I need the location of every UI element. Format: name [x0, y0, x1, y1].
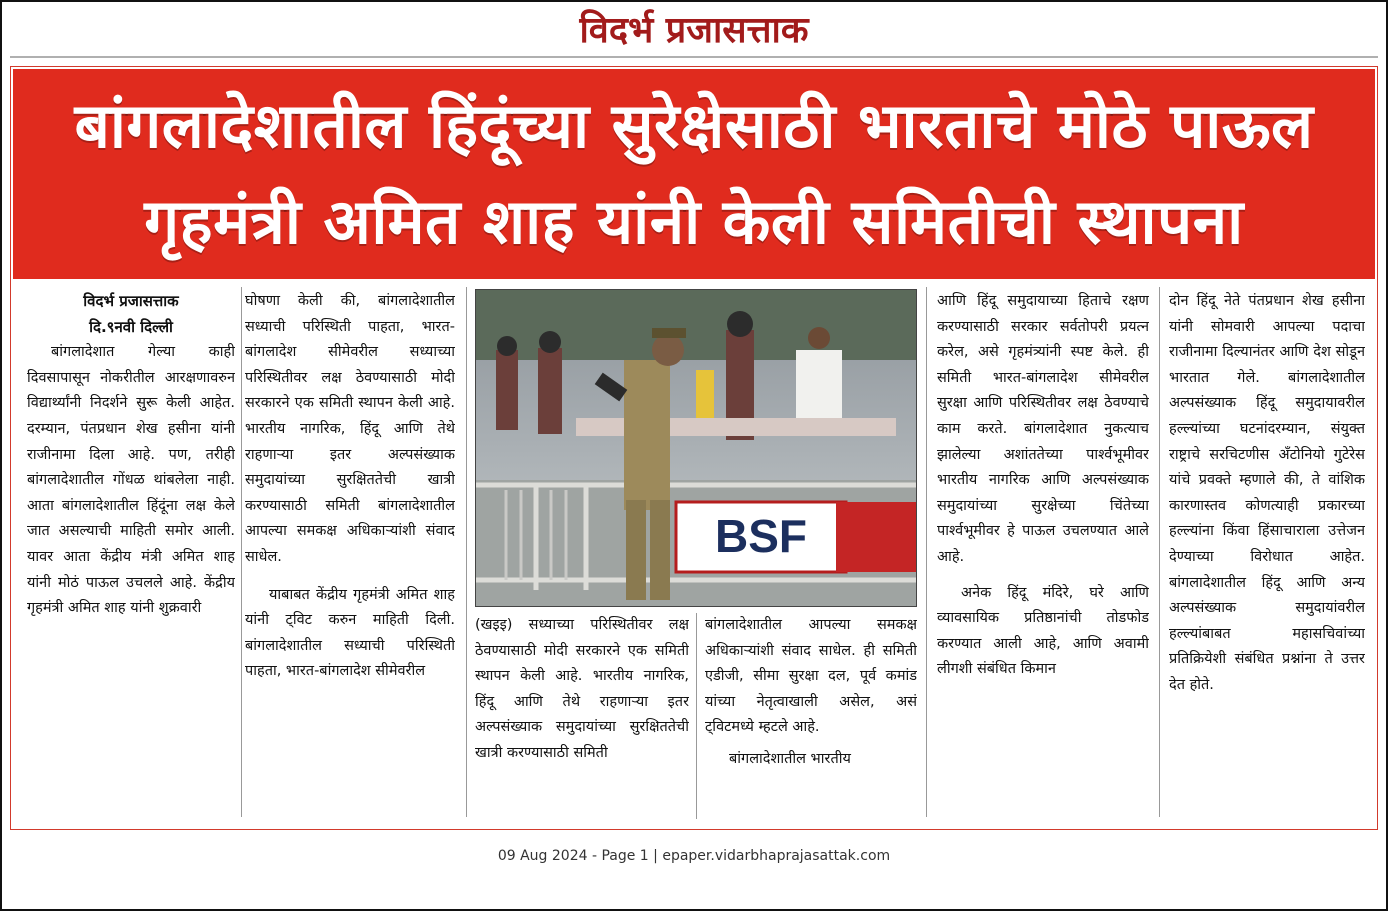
article-column-5 [1169, 289, 1365, 699]
bsf-border-photo [476, 290, 917, 607]
paragraph: (खइइ) सध्याच्या परिस्थितीवर लक्ष ठेवण्यासाठी मोदी सरकारने एक समिती स्थापन केली आहे. भारतीय नागरिक, हिंदू आणि तेथे राहणाऱ्या इतर अल्पसंख्याक समुदायांच्या सुरक्षिततेची खात्री करण्यासाठी समिती [475, 617, 689, 761]
article-column-2 [245, 289, 455, 685]
article-column-4 [937, 289, 1149, 683]
paragraph: दोन हिंदू नेते पंतप्रधान शेख हसीना यांनी सोमवारी आपल्या पदाचा राजीनामा दिल्यानंतर आणि देश सोडून भारतात गेले. बांगलादेशातील अल्पसंख्याक हिंदू समुदायावरील हल्ल्यांच्या घटनांदरम्यान, संयुक्त राष्ट्राचे सरचिटणीस अँटोनियो गुटेरेस यांचे प्रवक्ते म्हणाले की, ते वांशिक कारणास्तव कोणत्याही प्रकारच्या हल्ल्यांना किंवा हिंसाचाराला उत्तेजन देण्याच्या विरोधात आहेत. बांगलादेशातील हिंदू आणि अन्य अल्पसंख्याक समुदायांवरील हल्ल्यांबाबत महासचिवांच्या प्रतिक्रियेशी संबंधित प्रश्नांना ते उत्तर देत होते. [1169, 293, 1365, 693]
news-photo [475, 289, 917, 607]
paragraph: घोषणा केली की, बांगलादेशातील सध्याची परिस्थिती पाहता, भारत-बांगलादेश सीमेवरील सध्याच्या परिस्थितीवर लक्ष ठेवण्यासाठी मोदी सरकारने एक समिती स्थापन केली आहे. भारतीय नागरिक, हिंदू आणि तेथे राहणाऱ्या इतर अल्पसंख्याक समुदायांच्या सुरक्षिततेची खात्री करण्यासाठी समिती बांगलादेशातील आपल्या समकक्ष अधिकाऱ्यांशी संवाद साधेल. [245, 293, 455, 565]
article-column-3b [705, 613, 917, 773]
paragraph: अनेक हिंदू मंदिरे, घरे आणि व्यावसायिक प्रतिष्ठानांची तोडफोड करण्यात आली आहे, आणि अवामी लीगशी संबंधित किमान [937, 584, 1149, 678]
paragraph: बांगलादेशातील आपल्या समकक्ष अधिकाऱ्यांशी संवाद साधेल. ही समिती एडीजी, सीमा सुरक्षा दल, पूर्व कमांड यांच्या नेतृत्वाखाली असेल, असं ट्विटमध्ये म्हटले आहे. [705, 617, 917, 736]
news-clipping [10, 66, 1378, 830]
paragraph: बांगलादेशातील भारतीय [729, 750, 851, 767]
column-divider [241, 287, 242, 817]
column-divider [926, 287, 927, 817]
masthead: विदर्भ प्रजासत्ताक [579, 9, 809, 51]
article-column-3a [475, 613, 689, 767]
article-body [11, 281, 1377, 829]
byline-source: विदर्भ प्रजासत्ताक [83, 292, 179, 310]
masthead-rule [10, 56, 1378, 58]
paragraph: आणि हिंदू समुदायाच्या हिताचे रक्षण करण्यासाठी सरकार सर्वतोपरी प्रयत्न करेल, असे गृहमंत्र्यांनी स्पष्ट केले. ही समिती भारत-बांगलादेश सीमेवरील सुरक्षा आणि परिस्थितीवर लक्ष ठेवण्याचे काम करते. बांगलादेशात नुकत्याच झालेल्या अशांततेच्या पार्श्वभूमीवर भारतीय नागरिक आणि अल्पसंख्याक समुदायांच्या सुरक्षेच्या चिंतेच्या पार्श्वभूमीवर हे पाऊल उचलण्यात आले आहे. [937, 293, 1149, 565]
column-divider [696, 613, 697, 819]
page-footer: 09 Aug 2024 - Page 1 | epaper.vidarbhaprajasattak.com [497, 848, 891, 864]
headline-banner [13, 69, 1375, 279]
byline-place: दि.९नवी दिल्ली [89, 317, 173, 336]
column-divider [1159, 287, 1160, 817]
article-column-1 [27, 289, 235, 622]
paragraph: याबाबत केंद्रीय गृहमंत्री अमित शाह यांनी ट्विट करुन माहिती दिली. बांगलादेशातील सध्याची परिस्थिती पाहता, भारत-बांगलादेश सीमेवरील [245, 586, 455, 680]
bsf-sign-text: BSF [715, 510, 807, 562]
headline-line-1: बांगलादेशातील हिंदूंच्या सुरेक्षेसाठी भारताचे मोठे पाऊल [74, 89, 1314, 162]
paragraph: बांगलादेशात गेल्या काही दिवसापासून नोकरीतील आरक्षणावरुन विद्यार्थ्यांनी निदर्शने सुरू केली आहेत. दरम्यान, पंतप्रधान शेख हसीना यांनी राजीनामा दिला आहे. पण, तरीही बांगलादेशातील गोंधळ थांबलेला नाही. आता बांगलादेशातील हिंदूंना लक्ष केले जात असल्याची माहिती समोर आली. यावर आता केंद्रीय मंत्री अमित शाह यांनी मोठं पाऊल उचलले आहे. केंद्रीय गृहमंत्री अमित शाह यांनी शुक्रवारी [27, 344, 235, 617]
headline-line-2: गृहमंत्री अमित शाह यांनी केली समितीची स्थापना [144, 185, 1244, 258]
column-divider [466, 287, 467, 817]
